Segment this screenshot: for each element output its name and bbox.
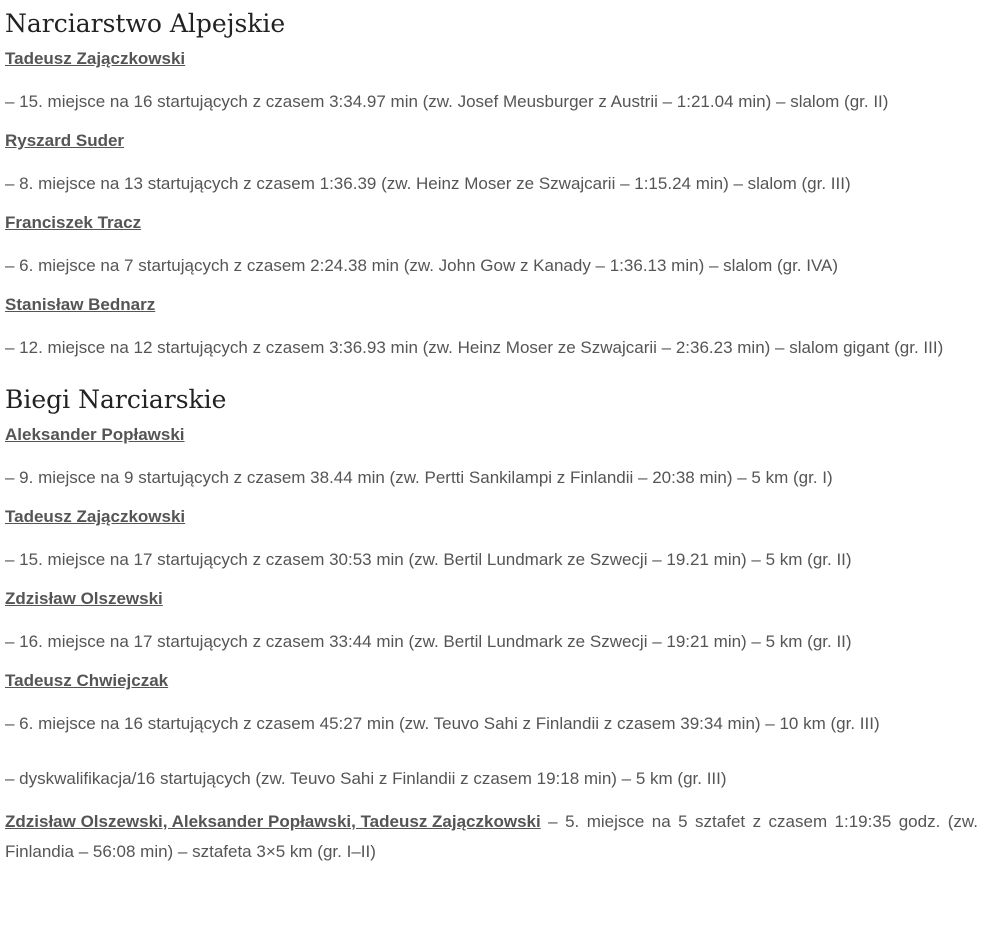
athlete-entry [5, 48, 986, 70]
athlete-link[interactable]: Aleksander Popławski [5, 425, 185, 444]
relay-result [5, 807, 986, 867]
athlete-result: – 6. miejsce na 7 startujących z czasem 2:24.38 min (zw. John Gow z Kanady – 1:36.13 min) – slalom (gr. IVA) [5, 256, 839, 275]
athlete-link[interactable]: Tadeusz Zajączkowski [5, 507, 186, 526]
athlete-result: – 15. miejsce na 17 startujących z czasem 30:53 min (zw. Bertil Lundmark ze Szwecji – 19.21 min) – 5 km (gr. II) [5, 550, 852, 569]
athlete-link[interactable]: Tadeusz Chwiejczak [5, 671, 169, 690]
athlete-entry [5, 294, 986, 316]
athlete-result: – 9. miejsce na 9 startujących z czasem 38.44 min (zw. Pertti Sankilampi z Finlandii – 20:38 min) – 5 km (gr. I) [5, 468, 833, 487]
athlete-entry [5, 130, 986, 152]
athlete-result: – 15. miejsce na 16 startujących z czasem 3:34.97 min (zw. Josef Meusburger z Austrii – 1:21.04 min) – slalom (gr. II) [5, 92, 889, 111]
athlete-link[interactable]: Ryszard Suder [5, 131, 125, 150]
athlete-entry [5, 506, 986, 528]
relay-team-link[interactable]: Zdzisław Olszewski, Aleksander Popławski, Tadeusz Zajączkowski [5, 812, 541, 831]
athlete-result: – 12. miejsce na 12 startujących z czasem 3:36.93 min (zw. Heinz Moser ze Szwajcarii – 2:36.23 min) – slalom gigant (gr. III) [5, 338, 944, 357]
athlete-entry [5, 424, 986, 446]
athlete-result: – 8. miejsce na 13 startujących z czasem 1:36.39 (zw. Heinz Moser ze Szwajcarii – 1:15.24 min) – slalom (gr. III) [5, 174, 851, 193]
athlete-link[interactable]: Tadeusz Zajączkowski [5, 49, 186, 68]
relay-result-text: – 5. miejsce na 5 sztafet z czasem 1:19:35 godz. (zw. Finlandia – 56:08 min) – sztafeta 3×5 km (gr. I–II) [5, 812, 978, 861]
athlete-result: – 16. miejsce na 17 startujących z czasem 33:44 min (zw. Bertil Lundmark ze Szwecji – 19:21 min) – 5 km (gr. II) [5, 632, 852, 651]
athlete-result-second: – dyskwalifikacja/16 startujących (zw. Teuvo Sahi z Finlandii z czasem 19:18 min) – 5 km (gr. III) [5, 769, 727, 788]
athlete-link[interactable]: Zdzisław Olszewski [5, 589, 163, 608]
athlete-link[interactable]: Stanisław Bednarz [5, 295, 156, 314]
athlete-link[interactable]: Franciszek Tracz [5, 213, 142, 232]
section-title-alpine: Narciarstwo Alpejskie [5, 9, 286, 38]
athlete-result: – 6. miejsce na 16 startujących z czasem 45:27 min (zw. Teuvo Sahi z Finlandii z czasem 39:34 min) – 10 km (gr. III) [5, 714, 880, 733]
athlete-entry [5, 588, 986, 610]
section-title-cross-country: Biegi Narciarskie [5, 385, 227, 414]
athlete-entry [5, 670, 986, 692]
article-content [0, 9, 986, 867]
athlete-entry [5, 212, 986, 234]
